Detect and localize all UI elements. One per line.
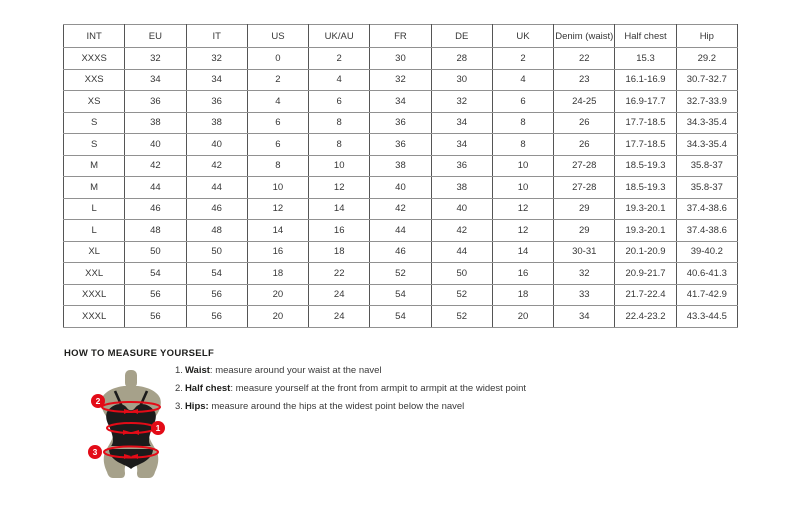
table-cell: 32 — [186, 48, 247, 70]
measure-steps — [175, 366, 526, 420]
table-cell: 35.8-37 — [676, 155, 737, 177]
table-cell: 27-28 — [554, 177, 615, 199]
column-header: UK — [492, 25, 553, 48]
table-cell: 16 — [309, 220, 370, 242]
table-cell: 17.7-18.5 — [615, 112, 676, 134]
table-cell: 52 — [370, 263, 431, 285]
table-cell: 46 — [370, 241, 431, 263]
table-cell: 34.3-35.4 — [676, 112, 737, 134]
table-cell: 8 — [492, 134, 553, 156]
table-cell: 34.3-35.4 — [676, 134, 737, 156]
step-2-label: Half chest — [184, 383, 231, 394]
table-cell: 10 — [309, 155, 370, 177]
table-cell: 34 — [554, 306, 615, 328]
step-1-number: 1. — [175, 365, 183, 376]
table-row — [64, 112, 738, 134]
table-cell: 0 — [247, 48, 308, 70]
table-cell: 48 — [125, 220, 186, 242]
table-row — [64, 263, 738, 285]
table-cell: 34 — [431, 112, 492, 134]
table-cell: 36 — [431, 155, 492, 177]
table-cell: 8 — [492, 112, 553, 134]
table-cell: 32 — [554, 263, 615, 285]
table-cell: 40 — [370, 177, 431, 199]
table-cell: 44 — [186, 177, 247, 199]
table-cell: M — [64, 155, 125, 177]
badge-2-icon — [91, 394, 105, 408]
table-cell: 19.3-20.1 — [615, 198, 676, 220]
table-cell: 44 — [431, 241, 492, 263]
table-cell: 20 — [247, 284, 308, 306]
table-cell: 32 — [125, 48, 186, 70]
table-cell: 18 — [492, 284, 553, 306]
size-chart-table — [63, 24, 738, 328]
badge-1-icon — [151, 421, 165, 435]
table-cell: 8 — [309, 112, 370, 134]
size-chart-header — [64, 25, 738, 48]
measure-step-3 — [175, 402, 526, 412]
table-row — [64, 69, 738, 91]
step-1-text: : measure around your waist at the navel — [209, 365, 382, 376]
table-cell: 14 — [492, 241, 553, 263]
table-cell: 4 — [247, 91, 308, 113]
table-row — [64, 48, 738, 70]
table-cell: 32.7-33.9 — [676, 91, 737, 113]
table-cell: 18.5-19.3 — [615, 177, 676, 199]
table-cell: 6 — [309, 91, 370, 113]
step-3-text: measure around the hips at the widest point below the navel — [208, 401, 465, 412]
table-cell: 54 — [125, 263, 186, 285]
table-cell: 22 — [554, 48, 615, 70]
table-row — [64, 306, 738, 328]
table-cell: XXS — [64, 69, 125, 91]
table-cell: 6 — [247, 134, 308, 156]
table-cell: 8 — [309, 134, 370, 156]
table-cell: 4 — [492, 69, 553, 91]
size-table-body — [64, 48, 738, 328]
table-row — [64, 284, 738, 306]
table-cell: 12 — [247, 198, 308, 220]
svg-text:3: 3 — [92, 447, 98, 458]
measure-step-1 — [175, 366, 526, 376]
table-cell: 37.4-38.6 — [676, 198, 737, 220]
table-cell: 32 — [370, 69, 431, 91]
table-row — [64, 177, 738, 199]
table-cell: 14 — [309, 198, 370, 220]
table-cell: 32 — [431, 91, 492, 113]
table-row — [64, 241, 738, 263]
table-cell: 38 — [125, 112, 186, 134]
measurement-figure — [78, 368, 190, 483]
step-2-text: : measure yourself at the front from armpit to armpit at the widest point — [230, 383, 527, 394]
table-cell: 18 — [309, 241, 370, 263]
column-header: INT — [64, 25, 125, 48]
table-cell: 34 — [125, 69, 186, 91]
mannequin-swimsuit-illustration — [78, 368, 190, 483]
table-cell: 36 — [370, 112, 431, 134]
column-header: IT — [186, 25, 247, 48]
table-cell: 40 — [431, 198, 492, 220]
table-cell: 29 — [554, 220, 615, 242]
table-cell: 52 — [431, 284, 492, 306]
table-cell: 56 — [186, 284, 247, 306]
table-cell: 34 — [431, 134, 492, 156]
table-cell: 42 — [431, 220, 492, 242]
table-cell: 50 — [125, 241, 186, 263]
table-cell: 40 — [125, 134, 186, 156]
column-header: US — [247, 25, 308, 48]
table-cell: 12 — [492, 198, 553, 220]
table-cell: 46 — [186, 198, 247, 220]
column-header: Half chest — [615, 25, 676, 48]
table-row — [64, 155, 738, 177]
svg-text:1: 1 — [155, 423, 161, 434]
table-cell: 10 — [492, 177, 553, 199]
table-cell: 30-31 — [554, 241, 615, 263]
table-cell: 46 — [125, 198, 186, 220]
table-cell: 22.4-23.2 — [615, 306, 676, 328]
table-cell: L — [64, 220, 125, 242]
table-cell: 36 — [370, 134, 431, 156]
table-cell: 37.4-38.6 — [676, 220, 737, 242]
table-cell: 20.9-21.7 — [615, 263, 676, 285]
table-cell: 2 — [492, 48, 553, 70]
table-cell: 24-25 — [554, 91, 615, 113]
table-cell: M — [64, 177, 125, 199]
table-cell: 35.8-37 — [676, 177, 737, 199]
table-cell: 12 — [309, 177, 370, 199]
table-cell: 23 — [554, 69, 615, 91]
table-cell: 42 — [370, 198, 431, 220]
svg-text:2: 2 — [95, 396, 101, 407]
table-cell: XXXL — [64, 306, 125, 328]
column-header: UK/AU — [309, 25, 370, 48]
column-header: DE — [431, 25, 492, 48]
table-cell: 38 — [186, 112, 247, 134]
table-cell: 20.1-20.9 — [615, 241, 676, 263]
table-cell: 16.9-17.7 — [615, 91, 676, 113]
table-cell: 22 — [309, 263, 370, 285]
column-header: Hip — [676, 25, 737, 48]
table-cell: XL — [64, 241, 125, 263]
table-cell: 14 — [247, 220, 308, 242]
size-chart-header-row — [64, 25, 738, 48]
table-cell: 20 — [247, 306, 308, 328]
table-cell: 30 — [370, 48, 431, 70]
table-cell: 36 — [125, 91, 186, 113]
table-cell: 56 — [125, 306, 186, 328]
table-cell: 44 — [125, 177, 186, 199]
table-cell: XXXS — [64, 48, 125, 70]
step-2-number: 2. — [175, 383, 183, 394]
table-cell: 34 — [186, 69, 247, 91]
table-cell: 42 — [186, 155, 247, 177]
table-cell: 2 — [309, 48, 370, 70]
step-3-number: 3. — [175, 401, 183, 412]
table-cell: 26 — [554, 134, 615, 156]
column-header: EU — [125, 25, 186, 48]
table-cell: 19.3-20.1 — [615, 220, 676, 242]
table-cell: 18 — [247, 263, 308, 285]
table-cell: 17.7-18.5 — [615, 134, 676, 156]
table-cell: 52 — [431, 306, 492, 328]
table-cell: 50 — [431, 263, 492, 285]
how-to-measure-heading: HOW TO MEASURE YOURSELF — [64, 348, 215, 359]
table-cell: 30.7-32.7 — [676, 69, 737, 91]
table-cell: 4 — [309, 69, 370, 91]
table-cell: XXXL — [64, 284, 125, 306]
table-cell: 27-28 — [554, 155, 615, 177]
table-cell: XS — [64, 91, 125, 113]
table-cell: L — [64, 198, 125, 220]
table-cell: 50 — [186, 241, 247, 263]
table-cell: 39-40.2 — [676, 241, 737, 263]
table-cell: 20 — [492, 306, 553, 328]
table-cell: 56 — [125, 284, 186, 306]
table-cell: 54 — [370, 284, 431, 306]
table-cell: 16.1-16.9 — [615, 69, 676, 91]
table-cell: 21.7-22.4 — [615, 284, 676, 306]
table-cell: S — [64, 134, 125, 156]
table-cell: 29.2 — [676, 48, 737, 70]
table-cell: 29 — [554, 198, 615, 220]
table-cell: 15.3 — [615, 48, 676, 70]
table-cell: XXL — [64, 263, 125, 285]
table-row — [64, 134, 738, 156]
table-row — [64, 198, 738, 220]
table-cell: 16 — [492, 263, 553, 285]
table-cell: 54 — [186, 263, 247, 285]
table-cell: 24 — [309, 284, 370, 306]
table-cell: 10 — [247, 177, 308, 199]
table-cell: 33 — [554, 284, 615, 306]
table-row — [64, 91, 738, 113]
table-cell: 36 — [186, 91, 247, 113]
table-cell: 44 — [370, 220, 431, 242]
table-cell: 40 — [186, 134, 247, 156]
table-cell: 54 — [370, 306, 431, 328]
table-cell: 6 — [247, 112, 308, 134]
table-cell: 6 — [492, 91, 553, 113]
table-cell: 30 — [431, 69, 492, 91]
table-cell: 48 — [186, 220, 247, 242]
table-cell: S — [64, 112, 125, 134]
table-cell: 10 — [492, 155, 553, 177]
table-cell: 38 — [370, 155, 431, 177]
table-cell: 43.3-44.5 — [676, 306, 737, 328]
table-cell: 24 — [309, 306, 370, 328]
mannequin-neck — [125, 370, 137, 388]
step-1-label: Waist — [184, 365, 210, 376]
step-3-label: Hips: — [184, 401, 209, 412]
column-header: FR — [370, 25, 431, 48]
table-cell: 34 — [370, 91, 431, 113]
measure-step-2 — [175, 384, 526, 394]
table-cell: 26 — [554, 112, 615, 134]
table-cell: 28 — [431, 48, 492, 70]
table-cell: 41.7-42.9 — [676, 284, 737, 306]
table-cell: 16 — [247, 241, 308, 263]
table-cell: 38 — [431, 177, 492, 199]
table-cell: 40.6-41.3 — [676, 263, 737, 285]
table-cell: 42 — [125, 155, 186, 177]
column-header: Denim (waist) — [554, 25, 615, 48]
table-cell: 2 — [247, 69, 308, 91]
table-cell: 56 — [186, 306, 247, 328]
table-cell: 18.5-19.3 — [615, 155, 676, 177]
table-cell: 8 — [247, 155, 308, 177]
badge-3-icon — [88, 445, 102, 459]
table-row — [64, 220, 738, 242]
table-cell: 12 — [492, 220, 553, 242]
